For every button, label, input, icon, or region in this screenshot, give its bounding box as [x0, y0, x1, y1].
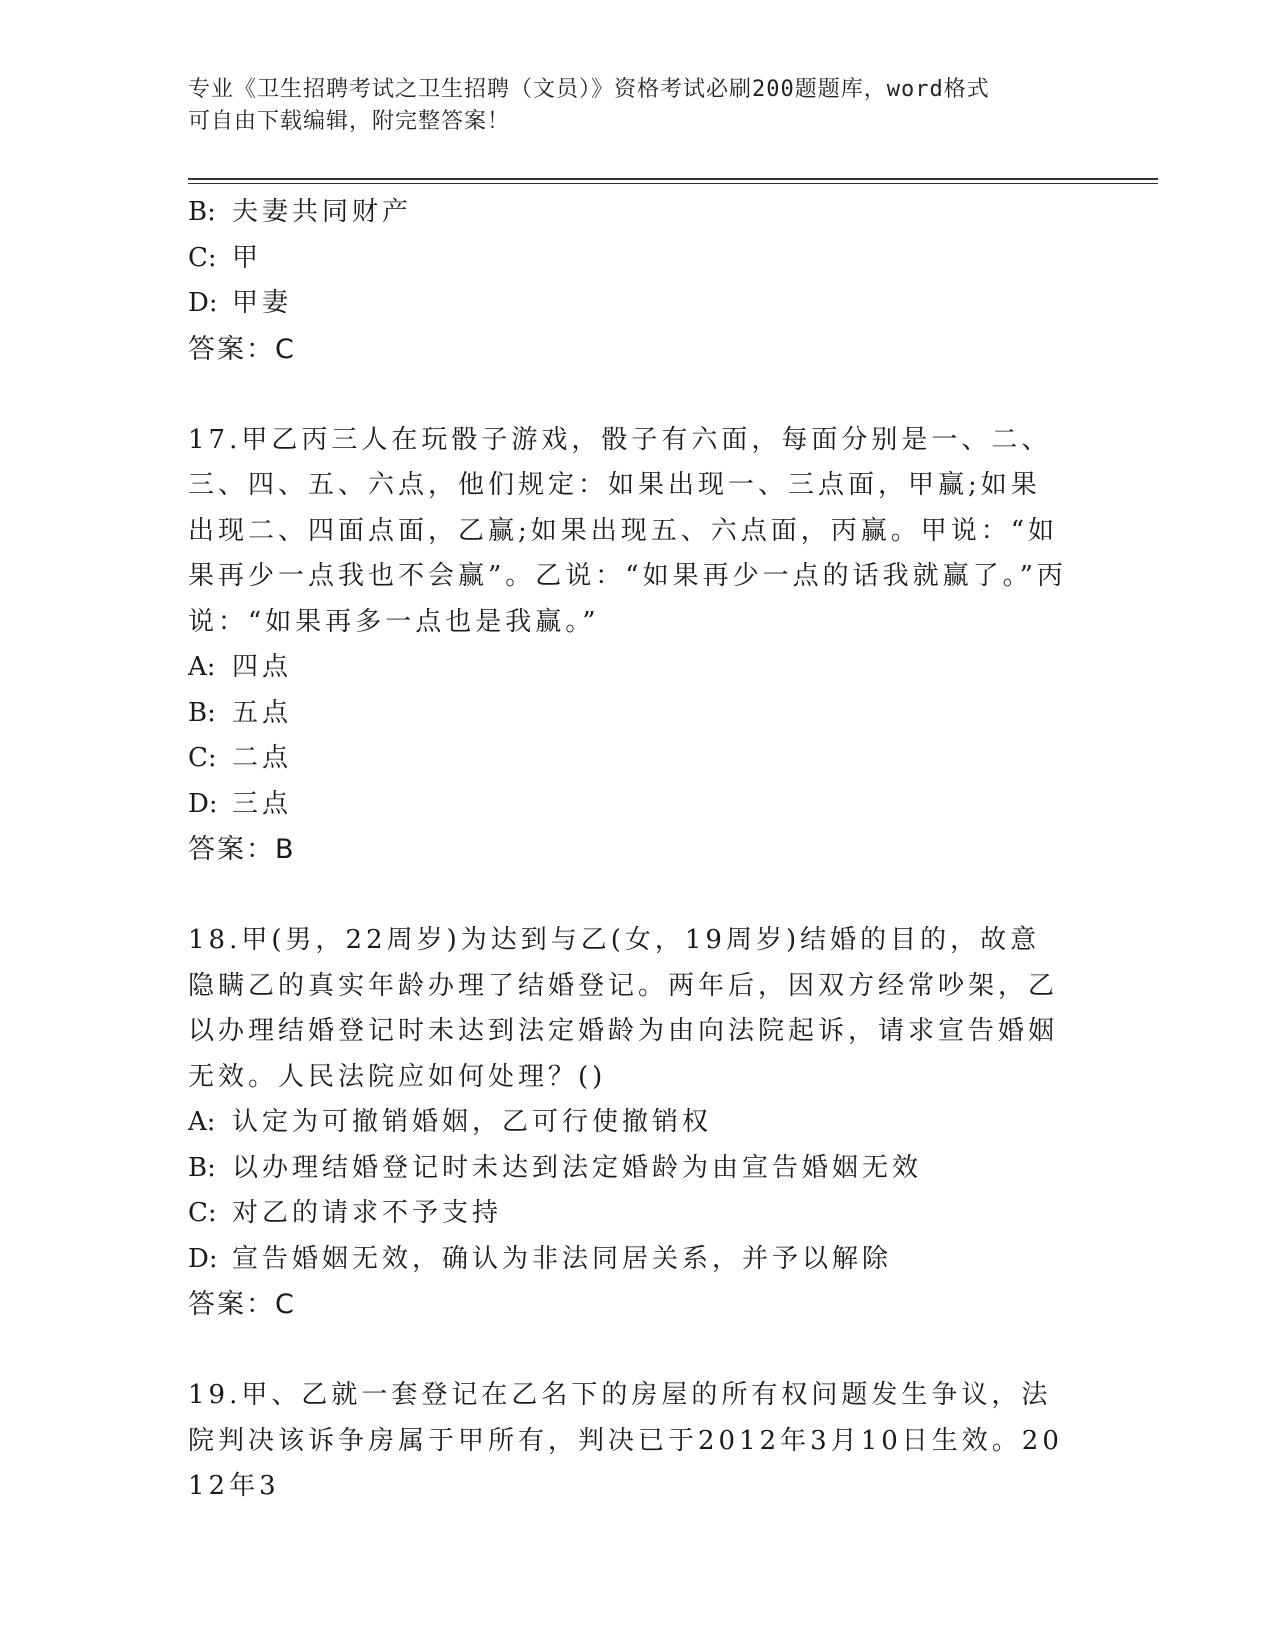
option-key: A: [188, 1107, 216, 1137]
option-key: C: [188, 1198, 217, 1228]
option-key: C: [188, 743, 217, 773]
question-18 [188, 918, 1088, 1328]
question-stem: 17.甲乙丙三人在玩骰子游戏，骰子有六面，每面分别是一、二、三、四、五、六点，他们规定：如果出现一、三点面，甲赢;如果出现二、四面点面，乙赢;如果出现五、六点面，丙赢。甲说：“如果再少一点我也不会赢”。乙说：“如果再少一点的话我就赢了。”丙说：“如果再多一点也是我赢。” [188, 424, 1067, 637]
option-key: B: [188, 197, 216, 227]
option-key: B: [188, 697, 216, 728]
question-16 [188, 190, 1088, 372]
option-text: 宣告婚姻无效，确认为非法同居关系，并予以解除 [232, 1243, 893, 1274]
spacer [188, 372, 1088, 418]
spacer [188, 873, 1088, 919]
header-rule-secondary [188, 183, 1158, 184]
option-text: 四点 [232, 652, 293, 682]
option-key: C: [188, 242, 217, 273]
question-17 [188, 418, 1088, 873]
answer: 答案：B [188, 834, 296, 865]
question-stem: 18.甲(男，22周岁)为达到与乙(女，19周岁)结婚的目的，故意隐瞒乙的真实年龄办理了结婚登记。两年后，因双方经常吵架，乙以办理结婚登记时未达到法定婚龄为由向法院起诉，请求宣告婚姻无效。人民法院应如何处理？() [188, 925, 1059, 1092]
spacer [188, 1328, 1088, 1374]
option-text: 二点 [232, 743, 293, 773]
option-key: D: [188, 288, 218, 318]
question-19 [188, 1373, 1088, 1510]
option-a [188, 645, 1088, 691]
header-rule [188, 178, 1158, 180]
header-line-2: 可自由下载编辑，附完整答案！ [188, 109, 511, 134]
option-a [188, 1100, 1088, 1146]
document-body [188, 190, 1088, 1510]
option-text: 以办理结婚登记时未达到法定婚龄为由宣告婚姻无效 [232, 1152, 923, 1183]
option-b [188, 691, 1088, 737]
option-d [188, 782, 1088, 828]
option-text: 三点 [232, 788, 293, 819]
answer: 答案：C [188, 333, 296, 365]
option-d [188, 1237, 1088, 1283]
page-header [188, 74, 1068, 138]
option-d [188, 281, 1088, 327]
answer: 答案：C [188, 1289, 296, 1320]
option-c [188, 1191, 1088, 1237]
option-key: D: [188, 1243, 218, 1274]
option-text: 甲妻 [232, 288, 293, 318]
option-key: D: [188, 788, 218, 819]
option-text: 五点 [232, 697, 293, 728]
option-b [188, 190, 1088, 236]
header-line-1: 专业《卫生招聘考试之卫生招聘（文员）》资格考试必刷200题题库，word格式 [188, 77, 990, 102]
option-key: B: [188, 1152, 216, 1183]
option-c [188, 736, 1088, 782]
option-text: 认定为可撤销婚姻，乙可行使撤销权 [232, 1107, 713, 1137]
option-key: A: [188, 652, 216, 682]
option-b [188, 1146, 1088, 1192]
option-text: 甲 [232, 242, 263, 273]
option-text: 对乙的请求不予支持 [232, 1198, 503, 1228]
option-text: 夫妻共同财产 [232, 197, 413, 227]
option-c [188, 236, 1088, 282]
question-stem: 19.甲、乙就一套登记在乙名下的房屋的所有权问题发生争议，法院判决该诉争房属于甲所有，判决已于2012年3月10日生效。2012年3 [188, 1380, 1063, 1501]
